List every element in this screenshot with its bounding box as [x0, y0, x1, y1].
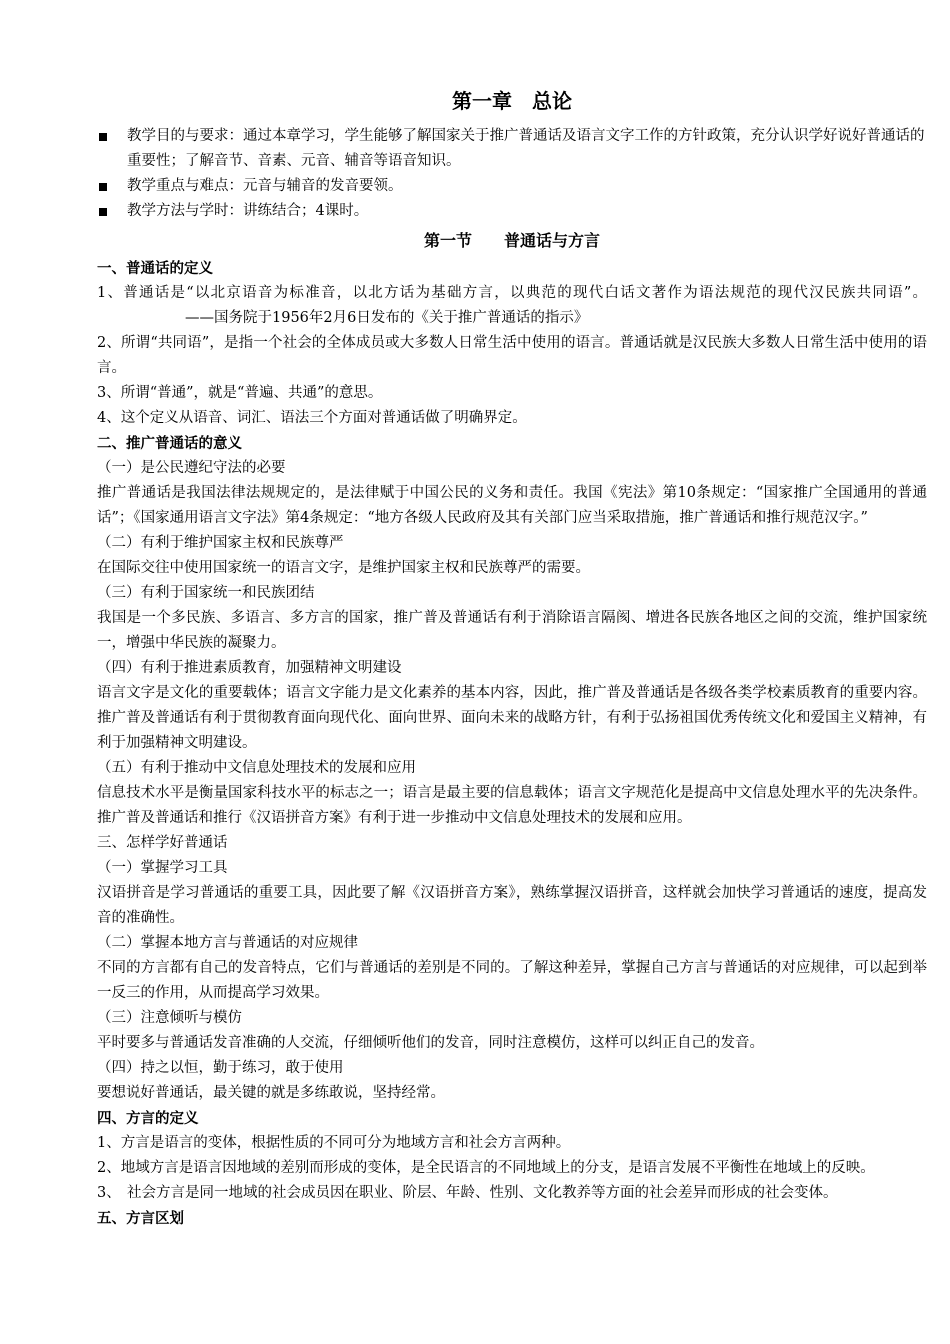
- chapter-title: 第一章 总论: [452, 89, 572, 113]
- bullet-item: 教学重点与难点：元音与辅音的发音要领。: [97, 174, 927, 199]
- paragraph: 我国是一个多民族、多语言、多方言的国家，推广普及普通话有利于消除语言隔阂、增进各民族各地区之间的交流，维护国家统一，增强中华民族的凝聚力。: [97, 610, 927, 651]
- heading-how-to-learn: 三、怎样学好普通话: [97, 835, 228, 851]
- heading-dialect-regions: 五、方言区划: [97, 1210, 184, 1227]
- subheading: （三）注意倾听与模仿: [97, 1010, 242, 1026]
- section-title: 第一节 普通话与方言: [423, 231, 600, 250]
- heading-definition: 一、普通话的定义: [97, 260, 213, 277]
- teaching-bullets: [97, 124, 927, 224]
- square-bullet-icon: [99, 183, 107, 191]
- paragraph: 语言文字是文化的重要载体；语言文字能力是文化素养的基本内容，因此，推广普及普通话是各级各类学校素质教育的重要内容。推广普及普通话有利于贯彻教育面向现代化、面向世界、面向未来的战略方针，有利于弘扬祖国优秀传统文化和爱国主义精神，有利于加强精神文明建设。: [97, 685, 927, 751]
- paragraph: 要想说好普通话，最关键的就是多练敢说，坚持经常。: [97, 1085, 445, 1101]
- heading-dialect-definition: 四、方言的定义: [97, 1110, 199, 1127]
- subheading: （四）有利于推进素质教育，加强精神文明建设: [97, 660, 402, 676]
- paragraph: 1、普通话是“以北京语音为标准音，以北方话为基础方言，以典范的现代白话文著作为语法规范的现代汉民族共同语”。——国务院于1956年2月6日发布的《关于推广普通话的指示》: [97, 285, 927, 326]
- paragraph: 推广普通话是我国法律法规规定的，是法律赋于中国公民的义务和责任。我国《宪法》第10条规定：“国家推广全国通用的普通话”；《国家通用语言文字法》第4条规定：“地方各级人民政府及其有关部门应当采取措施，推广普通话和推行规范汉字。”: [97, 485, 927, 526]
- subheading: （五）有利于推动中文信息处理技术的发展和应用: [97, 760, 416, 776]
- paragraph: 4、这个定义从语音、词汇、语法三个方面对普通话做了明确界定。: [97, 410, 527, 426]
- square-bullet-icon: [99, 133, 107, 141]
- subheading: （三）有利于国家统一和民族团结: [97, 585, 315, 601]
- paragraph: 3、 社会方言是同一地域的社会成员因在职业、阶层、年龄、性别、文化教养等方面的社会差异而形成的社会变体。: [97, 1181, 927, 1206]
- paragraph: 2、地域方言是语言因地域的差别而形成的变体，是全民语言的不同地域上的分支，是语言发展不平衡性在地域上的反映。: [97, 1160, 875, 1176]
- subheading: （二）掌握本地方言与普通话的对应规律: [97, 935, 358, 951]
- paragraph: 在国际交往中使用国家统一的语言文字，是维护国家主权和民族尊严的需要。: [97, 560, 590, 576]
- paragraph: 3、所谓“普通”，就是“普遍、共通”的意思。: [97, 385, 383, 401]
- source-citation: ——国务院于1956年2月6日发布的《关于推广普通话的指示》: [185, 310, 589, 326]
- paragraph: 1、方言是语言的变体，根据性质的不同可分为地域方言和社会方言两种。: [97, 1135, 571, 1151]
- bullet-item: 教学方法与学时：讲练结合；4课时。: [97, 199, 927, 224]
- paragraph: 汉语拼音是学习普通话的重要工具，因此要了解《汉语拼音方案》，熟练掌握汉语拼音，这样就会加快学习普通话的速度，提高发音的准确性。: [97, 885, 927, 926]
- paragraph: 信息技术水平是衡量国家科技水平的标志之一；语言是最主要的信息载体；语言文字规范化是提高中文信息处理水平的先决条件。推广普及普通话和推行《汉语拼音方案》有利于进一步推动中文信息处理技术的发展和应用。: [97, 785, 927, 826]
- subheading: （四）持之以恒，勤于练习，敢于使用: [97, 1060, 344, 1076]
- square-bullet-icon: [99, 208, 107, 216]
- paragraph: 平时要多与普通话发音准确的人交流，仔细倾听他们的发音，同时注意模仿，这样可以纠正自己的发音。: [97, 1035, 764, 1051]
- subheading: （一）掌握学习工具: [97, 860, 228, 876]
- subheading: （一）是公民遵纪守法的必要: [97, 460, 286, 476]
- heading-significance: 二、推广普通话的意义: [97, 435, 242, 452]
- paragraph: 不同的方言都有自己的发音特点，它们与普通话的差别是不同的。了解这种差异，掌握自己方言与普通话的对应规律，可以起到举一反三的作用，从而提高学习效果。: [97, 960, 927, 1001]
- bullet-item: 教学目的与要求：通过本章学习，学生能够了解国家关于推广普通话及语言文字工作的方针政策，充分认识学好说好普通话的重要性；了解音节、音素、元音、辅音等语音知识。: [97, 124, 927, 174]
- subheading: （二）有利于维护国家主权和民族尊严: [97, 535, 344, 551]
- document-page: [97, 86, 927, 1231]
- item-number: 3、: [97, 1185, 121, 1201]
- paragraph: 2、所谓“共同语”，是指一个社会的全体成员或大多数人日常生活中使用的语言。普通话就是汉民族大多数人日常生活中使用的语言。: [97, 335, 927, 376]
